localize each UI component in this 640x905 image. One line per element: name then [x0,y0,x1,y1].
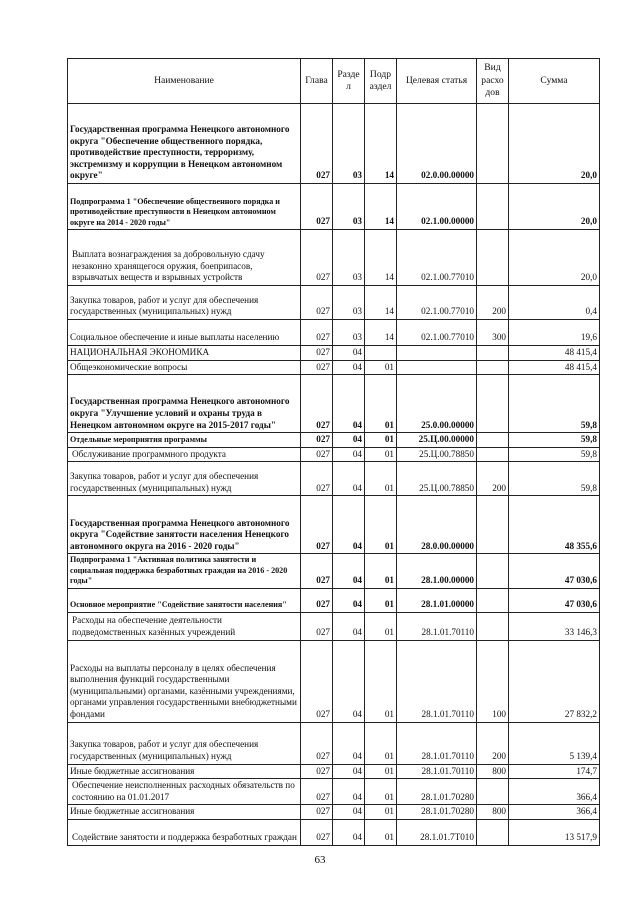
row-glava: 027 [301,447,333,462]
row-tselevaya: 28.1.01.7Т010 [397,819,477,845]
header-podrazdel: Подр аздел [365,59,397,104]
row-glava: 027 [301,184,333,230]
row-podrazdel: 01 [365,779,397,805]
row-glava: 027 [301,612,333,640]
row-razdel: 04 [333,640,365,722]
row-razdel: 04 [333,447,365,462]
row-glava: 027 [301,588,333,612]
row-podrazdel: 14 [365,230,397,286]
row-podrazdel: 01 [365,462,397,496]
row-podrazdel: 01 [365,722,397,764]
table-row [68,346,600,361]
table-row [68,462,600,496]
row-razdel: 04 [333,819,365,845]
row-glava: 027 [301,779,333,805]
row-podrazdel: 01 [365,588,397,612]
row-summa: 0,4 [509,286,600,320]
table-row [68,588,600,612]
row-vid: 100 [477,640,509,722]
row-razdel: 04 [333,360,365,375]
row-razdel: 04 [333,433,365,448]
row-vid: 300 [477,320,509,346]
row-glava: 027 [301,433,333,448]
row-name: Государственная программа Ненецкого автономного округа "Содействие занятости населения Ненецкого автономного округа на 2016 - 2020 годы" [68,496,301,554]
row-summa: 47 030,6 [509,588,600,612]
table-row [68,819,600,845]
row-vid [477,779,509,805]
table-row [68,375,600,433]
row-tselevaya: 02.1.00.77010 [397,320,477,346]
row-razdel: 03 [333,230,365,286]
row-tselevaya: 25.Ц.00.78850 [397,462,477,496]
table-row [68,360,600,375]
table-row [68,722,600,764]
row-razdel: 04 [333,805,365,820]
row-tselevaya: 28.1.01.70110 [397,722,477,764]
row-tselevaya: 02.1.00.77010 [397,230,477,286]
row-vid: 200 [477,462,509,496]
table-row [68,230,600,286]
table-body [68,104,600,846]
row-podrazdel [365,346,397,361]
row-vid [477,819,509,845]
row-tselevaya: 25.Ц.00.78850 [397,447,477,462]
row-name: Закупка товаров, работ и услуг для обеспечения государственных (муниципальных) нужд [68,286,301,320]
row-vid: 800 [477,805,509,820]
row-vid [477,433,509,448]
row-summa: 59,8 [509,375,600,433]
row-name: Социальное обеспечение и иные выплаты населению [68,320,301,346]
table-row [68,104,600,184]
row-tselevaya: 28.1.01.70110 [397,612,477,640]
row-razdel: 03 [333,104,365,184]
row-name: НАЦИОНАЛЬНАЯ ЭКОНОМИКА [68,346,301,361]
row-summa: 59,8 [509,447,600,462]
table-row [68,184,600,230]
row-tselevaya: 28.1.01.70110 [397,764,477,779]
row-podrazdel: 01 [365,447,397,462]
row-podrazdel: 01 [365,496,397,554]
row-razdel: 03 [333,320,365,346]
row-glava: 027 [301,230,333,286]
row-tselevaya: 02.0.00.00000 [397,104,477,184]
row-summa: 47 030,6 [509,554,600,588]
row-glava: 027 [301,496,333,554]
row-vid [477,496,509,554]
row-vid [477,104,509,184]
header-razdel: Разде л [333,59,365,104]
row-glava: 027 [301,360,333,375]
row-tselevaya: 28.1.01.70280 [397,779,477,805]
row-vid [477,184,509,230]
header-tselevaya: Целевая статья [397,59,477,104]
row-vid: 200 [477,286,509,320]
row-glava: 027 [301,462,333,496]
row-glava: 027 [301,819,333,845]
row-name: Подпрограмма 1 "Активная политика занятости и социальная поддержка безработных граждан на 2016 - 2020 годы" [68,554,301,588]
header-glava: Глава [301,59,333,104]
row-tselevaya: 25.0.00.00000 [397,375,477,433]
table-row [68,764,600,779]
row-podrazdel: 01 [365,612,397,640]
row-tselevaya: 25.Ц.00.00000 [397,433,477,448]
row-summa: 59,8 [509,433,600,448]
row-razdel: 04 [333,462,365,496]
table-row [68,433,600,448]
row-name: Расходы на выплаты персоналу в целях обеспечения выполнения функций государственными (муниципальными) органами, казёнными учреждениями, органами управления государственными внебюджетными фондами [68,640,301,722]
row-summa: 20,0 [509,184,600,230]
row-summa: 20,0 [509,104,600,184]
header-name: Наименование [68,59,301,104]
row-razdel: 04 [333,496,365,554]
row-tselevaya: 28.1.01.00000 [397,588,477,612]
row-name: Закупка товаров, работ и услуг для обеспечения государственных (муниципальных) нужд [68,722,301,764]
row-tselevaya: 28.0.00.00000 [397,496,477,554]
table-header-row [68,59,600,104]
row-podrazdel: 01 [365,433,397,448]
row-tselevaya [397,360,477,375]
row-razdel: 04 [333,612,365,640]
row-summa: 48 415,4 [509,360,600,375]
row-name: Иные бюджетные ассигнования [68,764,301,779]
row-podrazdel: 14 [365,184,397,230]
table-row [68,640,600,722]
row-glava: 027 [301,554,333,588]
row-podrazdel: 14 [365,320,397,346]
row-glava: 027 [301,722,333,764]
row-glava: 027 [301,764,333,779]
row-name: Расходы на обеспечение деятельности подведомственных казённых учреждений [68,612,301,640]
row-razdel: 04 [333,779,365,805]
row-vid [477,447,509,462]
row-name: Закупка товаров, работ и услуг для обеспечения государственных (муниципальных) нужд [68,462,301,496]
row-podrazdel: 01 [365,764,397,779]
row-vid: 200 [477,722,509,764]
row-name: Основное мероприятие "Содействие занятости населения" [68,588,301,612]
row-podrazdel: 14 [365,286,397,320]
row-tselevaya: 02.1.00.77010 [397,286,477,320]
row-podrazdel: 01 [365,640,397,722]
row-glava: 027 [301,375,333,433]
row-tselevaya: 02.1.00.00000 [397,184,477,230]
row-vid [477,375,509,433]
row-name: Государственная программа Ненецкого автономного округа "Обеспечение общественного порядка, противодействие преступности, терроризму, экстремизму и коррупции в Ненецком автономном округе" [68,104,301,184]
row-name: Выплата вознаграждения за добровольную сдачу незаконно хранящегося оружия, боеприпасов, взрывчатых веществ и взрывных устройств [68,230,301,286]
row-tselevaya: 28.1.01.70110 [397,640,477,722]
row-summa: 20,0 [509,230,600,286]
row-name: Иные бюджетные ассигнования [68,805,301,820]
table-row [68,320,600,346]
table-row [68,554,600,588]
row-summa: 366,4 [509,779,600,805]
row-razdel: 03 [333,286,365,320]
row-summa: 19,6 [509,320,600,346]
page-number: 63 [314,854,326,866]
row-summa: 366,4 [509,805,600,820]
row-summa: 48 415,4 [509,346,600,361]
row-summa: 33 146,3 [509,612,600,640]
row-glava: 027 [301,346,333,361]
row-vid [477,230,509,286]
row-razdel: 04 [333,554,365,588]
row-razdel: 03 [333,184,365,230]
row-vid: 800 [477,764,509,779]
row-vid [477,554,509,588]
row-razdel: 04 [333,375,365,433]
row-vid [477,346,509,361]
row-razdel: 04 [333,346,365,361]
table-row [68,447,600,462]
header-summa: Сумма [509,59,600,104]
row-name: Содействие занятости и поддержка безработных граждан [68,819,301,845]
row-podrazdel: 01 [365,375,397,433]
row-podrazdel: 01 [365,360,397,375]
row-glava: 027 [301,320,333,346]
row-podrazdel: 01 [365,554,397,588]
row-podrazdel: 01 [365,819,397,845]
row-name: Государственная программа Ненецкого автономного округа "Улучшение условий и охраны труда в Ненецком автономном округе на 2015-2017 годы" [68,375,301,433]
row-summa: 174,7 [509,764,600,779]
row-podrazdel: 14 [365,104,397,184]
row-tselevaya: 28.1.00.00000 [397,554,477,588]
row-name: Обслуживание программного продукта [68,447,301,462]
row-tselevaya [397,346,477,361]
row-summa: 59,8 [509,462,600,496]
row-podrazdel: 01 [365,805,397,820]
row-glava: 027 [301,805,333,820]
row-razdel: 04 [333,588,365,612]
row-vid [477,612,509,640]
row-summa: 5 139,4 [509,722,600,764]
row-tselevaya: 28.1.01.70280 [397,805,477,820]
header-vid: Вид расхо дов [477,59,509,104]
row-glava: 027 [301,104,333,184]
table-row [68,779,600,805]
row-glava: 027 [301,640,333,722]
table-row [68,286,600,320]
row-name: Подпрограмма 1 "Обеспечение общественного порядка и противодействие преступности в Ненецком автономном округе на 2014 - 2020 годы" [68,184,301,230]
row-razdel: 04 [333,722,365,764]
row-razdel: 04 [333,764,365,779]
row-vid [477,588,509,612]
row-summa: 27 832,2 [509,640,600,722]
row-summa: 13 517,9 [509,819,600,845]
budget-table [67,58,600,846]
row-glava: 027 [301,286,333,320]
row-name: Общеэкономические вопросы [68,360,301,375]
row-name: Обеспечение неисполненных расходных обязательств по состоянию на 01.01.2017 [68,779,301,805]
table-row [68,496,600,554]
row-summa: 48 355,6 [509,496,600,554]
row-vid [477,360,509,375]
table-row [68,612,600,640]
row-name: Отдельные мероприятия программы [68,433,301,448]
table-row [68,805,600,820]
